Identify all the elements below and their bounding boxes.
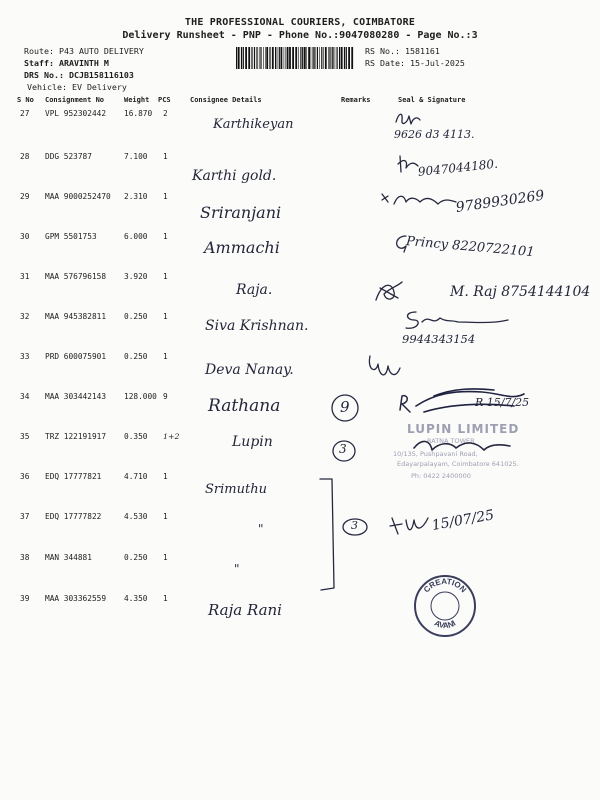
handwritten-consignee: Karthi gold.: [192, 168, 277, 184]
seal-inner-text: AVANI: [432, 618, 458, 631]
handwritten-consignee: Siva Krishnan.: [205, 318, 309, 334]
weight-value: 0.250: [124, 553, 148, 562]
signature-phone: 9626 d3 4113.: [394, 128, 475, 141]
ditto-mark: ": [258, 522, 264, 536]
pieces-count: 1+2: [163, 432, 180, 441]
ditto-mark: ": [234, 562, 240, 576]
signature: [364, 352, 404, 388]
serial-number: 35: [20, 432, 30, 441]
weight-value: 2.310: [124, 192, 148, 201]
weight-value: 7.100: [124, 152, 148, 161]
serial-number: 28: [20, 152, 30, 161]
seal-outer-text: CREATION: [421, 576, 469, 595]
signature: [388, 512, 432, 540]
serial-number: 30: [20, 232, 30, 241]
consignment-number: MAA 945382811: [45, 312, 107, 321]
column-header-consignee: Consignee Details: [190, 96, 262, 104]
pieces-count: 1: [163, 152, 168, 161]
rs-date: RS Date: 15-Jul-2025: [365, 58, 465, 68]
weight-value: 0.250: [124, 352, 148, 361]
staff-label: Staff: ARAVINTH M: [24, 58, 109, 68]
remarks-count: 3: [351, 519, 358, 532]
weight-value: 4.350: [124, 594, 148, 603]
stamp-line: 10/135, Pushpavani Road,: [393, 450, 478, 458]
pieces-count: 1: [163, 272, 168, 281]
serial-number: 39: [20, 594, 30, 603]
pieces-count: 1: [163, 594, 168, 603]
signature-phone: 9047044180.: [417, 156, 499, 179]
barcode: [236, 47, 356, 69]
handwritten-consignee: Karthikeyan: [213, 117, 294, 132]
signature-phone: 9944343154: [402, 332, 476, 346]
signature: [380, 190, 460, 212]
column-header-pcs: PCS: [158, 96, 171, 104]
stamp-line: Edayarpalayam, Coimbatore 641025.: [397, 460, 519, 468]
column-header-consignment: Consignment No: [45, 96, 105, 104]
column-header-sno: S No: [17, 96, 34, 104]
weight-value: 0.250: [124, 312, 148, 321]
pieces-count: 1: [163, 192, 168, 201]
consignment-number: MAA 303442143: [45, 392, 107, 401]
handwritten-consignee: Sriranjani: [200, 203, 282, 222]
serial-number: 36: [20, 472, 30, 481]
creation-seal: [413, 574, 477, 638]
pieces-count: 1: [163, 553, 168, 562]
column-header-weight: Weight: [124, 96, 150, 104]
weight-value: 0.350: [124, 432, 148, 441]
weight-value: 4.710: [124, 472, 148, 481]
pieces-count: 1: [163, 352, 168, 361]
consignment-number: MAA 576796158: [45, 272, 107, 281]
handwritten-consignee: Lupin: [232, 434, 273, 450]
handwritten-consignee: Rathana: [208, 396, 281, 416]
consignment-number: GPM 5501753: [45, 232, 97, 241]
route-label: Route: P43 AUTO DELIVERY: [24, 46, 144, 56]
remarks-count: 9: [340, 398, 350, 416]
serial-number: 37: [20, 512, 30, 521]
stamp-name: LUPIN LIMITED: [407, 422, 520, 436]
remarks-count: 3: [339, 442, 347, 456]
serial-number: 27: [20, 109, 30, 118]
pieces-count: 1: [163, 512, 168, 521]
weight-value: 6.000: [124, 232, 148, 241]
pieces-count: 1: [163, 472, 168, 481]
column-header-remarks: Remarks: [341, 96, 371, 104]
consignment-number: TRZ 122191917: [45, 432, 107, 441]
consignment-number: MAA 9000252470: [45, 192, 111, 201]
grouping-bracket: [318, 476, 340, 594]
serial-number: 38: [20, 553, 30, 562]
signature: [402, 308, 512, 332]
company-title: THE PROFESSIONAL COURIERS, COIMBATORE: [184, 17, 416, 28]
weight-value: 128.000: [124, 392, 157, 401]
stamp-line: RATNA TOWER: [427, 437, 475, 445]
signature-phone: M. Raj 8754144104: [450, 284, 591, 300]
signature-date: R 15/7/25: [475, 396, 530, 409]
consignment-number: DDG 523787: [45, 152, 92, 161]
serial-number: 31: [20, 272, 30, 281]
consignment-number: MAA 303362559: [45, 594, 107, 603]
consignment-number: EDQ 17777822: [45, 512, 102, 521]
signature-date: 15/07/25: [430, 507, 496, 534]
pieces-count: 9: [163, 392, 168, 401]
consignment-number: EDQ 17777821: [45, 472, 102, 481]
consignment-number: VPL 952302442: [45, 109, 107, 118]
drs-number: DRS No.: DCJB158116103: [24, 70, 134, 80]
consignment-number: PRD 600075901: [45, 352, 107, 361]
pieces-count: 1: [163, 232, 168, 241]
vehicle-label: Vehicle: EV Delivery: [27, 82, 127, 92]
signature: [393, 110, 423, 128]
signature: [372, 278, 406, 306]
pieces-count: 2: [163, 109, 168, 118]
signature-phone: Princy 8220722101: [405, 234, 536, 261]
column-header-seal: Seal & Signature: [398, 96, 466, 104]
stamp-line: Ph: 0422 2400000: [411, 472, 471, 480]
serial-number: 32: [20, 312, 30, 321]
handwritten-consignee: Deva Nanay.: [205, 362, 294, 378]
weight-value: 3.920: [124, 272, 148, 281]
consignment-number: MAN 344881: [45, 553, 92, 562]
weight-value: 4.530: [124, 512, 148, 521]
signature-phone: 9789930269: [454, 187, 546, 216]
pieces-count: 1: [163, 312, 168, 321]
handwritten-consignee: Srimuthu: [205, 482, 267, 497]
rs-number: RS No.: 1581161: [365, 46, 440, 56]
handwritten-consignee: Raja Rani: [208, 601, 282, 619]
weight-value: 16.870: [124, 109, 153, 118]
signature: [410, 436, 530, 458]
handwritten-consignee: Ammachi: [204, 238, 280, 257]
handwritten-consignee: Raja.: [236, 282, 273, 298]
serial-number: 34: [20, 392, 30, 401]
serial-number: 29: [20, 192, 30, 201]
serial-number: 33: [20, 352, 30, 361]
runsheet-subtitle: Delivery Runsheet - PNP - Phone No.:9047080280 - Page No.:3: [122, 30, 478, 41]
